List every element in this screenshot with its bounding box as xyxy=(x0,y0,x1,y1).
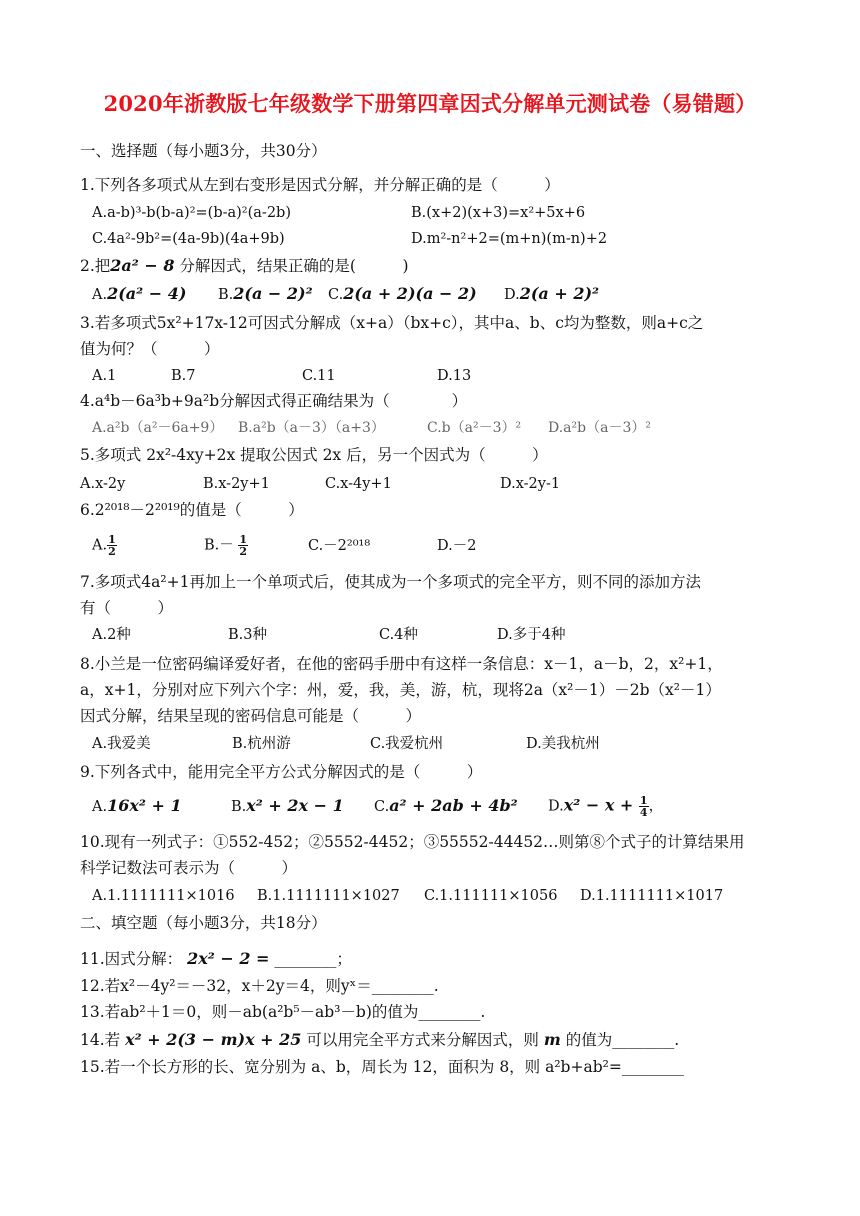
question-4-option-c: C.b（a²－3）² xyxy=(427,420,522,436)
question-5-option-d: D.x-2y-1 xyxy=(500,476,561,492)
question-12: 12.若x²－4y²＝－32，x＋2y＝4，则yˣ＝________. xyxy=(80,977,439,995)
question-11-blank: ________； xyxy=(274,950,352,968)
question-2-option-d: D.2(a + 2)² xyxy=(504,284,600,303)
question-9-option-b: B.x² + 2x − 1 xyxy=(231,796,344,815)
question-10-option-c: C.1.111111×1056 xyxy=(424,888,558,904)
question-6-option-d: D.－2 xyxy=(437,538,477,554)
question-4-option-b: B.a²b（a－3）（a+3） xyxy=(238,420,385,436)
question-2-option-a: A.2(a² − 4) xyxy=(92,284,187,303)
question-4-option-d: D.a²b（a－3）² xyxy=(548,420,651,436)
question-10-option-a: A.1.1111111×1016 xyxy=(92,888,235,904)
question-10-stem-line-1: 10.现有一列式子：①552-452；②5552-4452；③55552-44452…则第⑧个式子的计算结果用 xyxy=(80,833,745,851)
question-7-stem-line-1: 7.多项式4a²+1再加上一个单项式后，使其成为一个多项式的完全平方，则不同的添加方法 xyxy=(80,573,701,591)
question-8-option-a: A.我爱美 xyxy=(92,736,151,752)
question-1-option-d: D.m²-n²+2=(m+n)(m-n)+2 xyxy=(411,231,608,247)
question-8-stem-line-2: a，x+1，分别对应下列六个字：州，爱，我，美，游，杭，现将2a（x²－1）－2b（x²－1） xyxy=(80,681,721,699)
question-4-option-a: A.a²b（a²－6a+9） xyxy=(92,420,224,436)
question-6-option-b: B.－ $\frac{1}{2}$ xyxy=(204,533,248,558)
question-2-stem-post: 分解因式，结果正确的是( ) xyxy=(179,257,409,275)
question-1-option-a: A.a-b)³-b(b-a)²=(b-a)²(a-2b) xyxy=(92,205,291,221)
question-14-expression: x² + 2(3 − m)x + 25 xyxy=(125,1030,302,1049)
question-3-option-a: A.1 xyxy=(92,368,117,384)
question-9-option-d: D.x² − x + $\frac{1}{4}$ ， xyxy=(548,794,664,819)
question-11: 11.因式分解： 2x² − 2 = ________； xyxy=(80,949,352,968)
question-2-expression: 2a² − 8 xyxy=(110,256,175,275)
question-3-stem-line-1: 3.若多项式5x²+17x-12可因式分解成（x+a）（bx+c），其中a、b、c均为整数，则a+c之 xyxy=(80,314,704,332)
question-11-expression: 2x² − 2 = xyxy=(187,949,270,968)
question-2-stem-pre: 2.把 xyxy=(80,257,111,275)
question-1-option-c: C.4a²-9b²=(4a-9b)(4a+9b) xyxy=(92,231,285,247)
question-5-option-a: A.x-2y xyxy=(80,476,126,492)
question-6-option-c: C.－2²⁰¹⁸ xyxy=(308,538,371,554)
question-10-option-d: D.1.1111111×1017 xyxy=(580,888,724,904)
question-9-option-c: C.a² + 2ab + 4b² xyxy=(374,796,518,815)
question-2-stem xyxy=(80,256,409,276)
question-5-option-c: C.x-4y+1 xyxy=(325,476,392,492)
question-4-stem: 4.a⁴b－6a³b+9a²b分解因式得正确结果为（ ） xyxy=(80,392,468,410)
question-15: 15.若一个长方形的长、宽分别为 a、b，周长为 12，面积为 8，则 a²b+ab²=________ xyxy=(80,1058,684,1076)
question-2-option-b: B.2(a − 2)² xyxy=(218,284,313,303)
section-heading-fill-in: 二、填空题（每小题3分，共18分） xyxy=(80,914,327,932)
question-7-option-d: D.多于4种 xyxy=(497,627,566,643)
question-8-stem-line-1: 8.小兰是一位密码编译爱好者，在他的密码手册中有这样一条信息：x－1，a－b，2，x²+1， xyxy=(80,655,723,673)
question-8-option-b: B.杭州游 xyxy=(232,736,291,752)
question-10-stem-line-2: 科学记数法可表示为（ ） xyxy=(80,859,298,877)
question-1-option-b: B.(x+2)(x+3)=x²+5x+6 xyxy=(411,205,586,221)
question-14: 14.若 x² + 2(3 − m)x + 25 可以用完全平方式来分解因式，则 m 的值为________. xyxy=(80,1030,680,1049)
page-title: 2020年浙教版七年级数学下册第四章因式分解单元测试卷（易错题） xyxy=(103,91,757,116)
question-5-option-b: B.x-2y+1 xyxy=(203,476,270,492)
question-7-option-b: B.3种 xyxy=(228,627,267,643)
question-10-option-b: B.1.1111111×1027 xyxy=(257,888,400,904)
question-7-stem-line-2: 有（ ） xyxy=(80,599,174,617)
question-9-stem: 9.下列各式中，能用完全平方公式分解因式的是（ ） xyxy=(80,763,483,781)
question-6-stem: 6.2²⁰¹⁸－2²⁰¹⁹的值是（ ） xyxy=(80,501,304,519)
question-2-option-c: C.2(a + 2)(a − 2) xyxy=(328,284,477,303)
question-3-option-c: C.11 xyxy=(302,368,336,384)
question-5-stem: 5.多项式 2x²-4xy+2x 提取公因式 2x 后，另一个因式为（ ） xyxy=(80,446,548,464)
question-7-option-c: C.4种 xyxy=(379,627,418,643)
question-7-option-a: A.2种 xyxy=(92,627,131,643)
question-6-option-a: A. $\frac{1}{2}$ xyxy=(92,533,116,558)
question-1-stem: 1.下列各多项式从左到右变形是因式分解，并分解正确的是（ ） xyxy=(80,176,560,194)
question-3-stem-line-2: 值为何？（ ） xyxy=(80,340,220,358)
question-8-stem-line-3: 因式分解，结果呈现的密码信息可能是（ ） xyxy=(80,707,422,725)
question-3-option-d: D.13 xyxy=(437,368,472,384)
question-3-option-b: B.7 xyxy=(171,368,196,384)
question-14-variable: m xyxy=(543,1030,561,1049)
question-9-option-a: A.16x² + 1 xyxy=(92,796,182,815)
question-13: 13.若ab²＋1＝0，则－ab(a²b⁵－ab³－b)的值为________. xyxy=(80,1003,486,1021)
question-8-option-d: D.美我杭州 xyxy=(526,736,600,752)
section-heading-choice: 一、选择题（每小题3分，共30分） xyxy=(80,142,327,160)
question-8-option-c: C.我爱杭州 xyxy=(370,736,444,752)
